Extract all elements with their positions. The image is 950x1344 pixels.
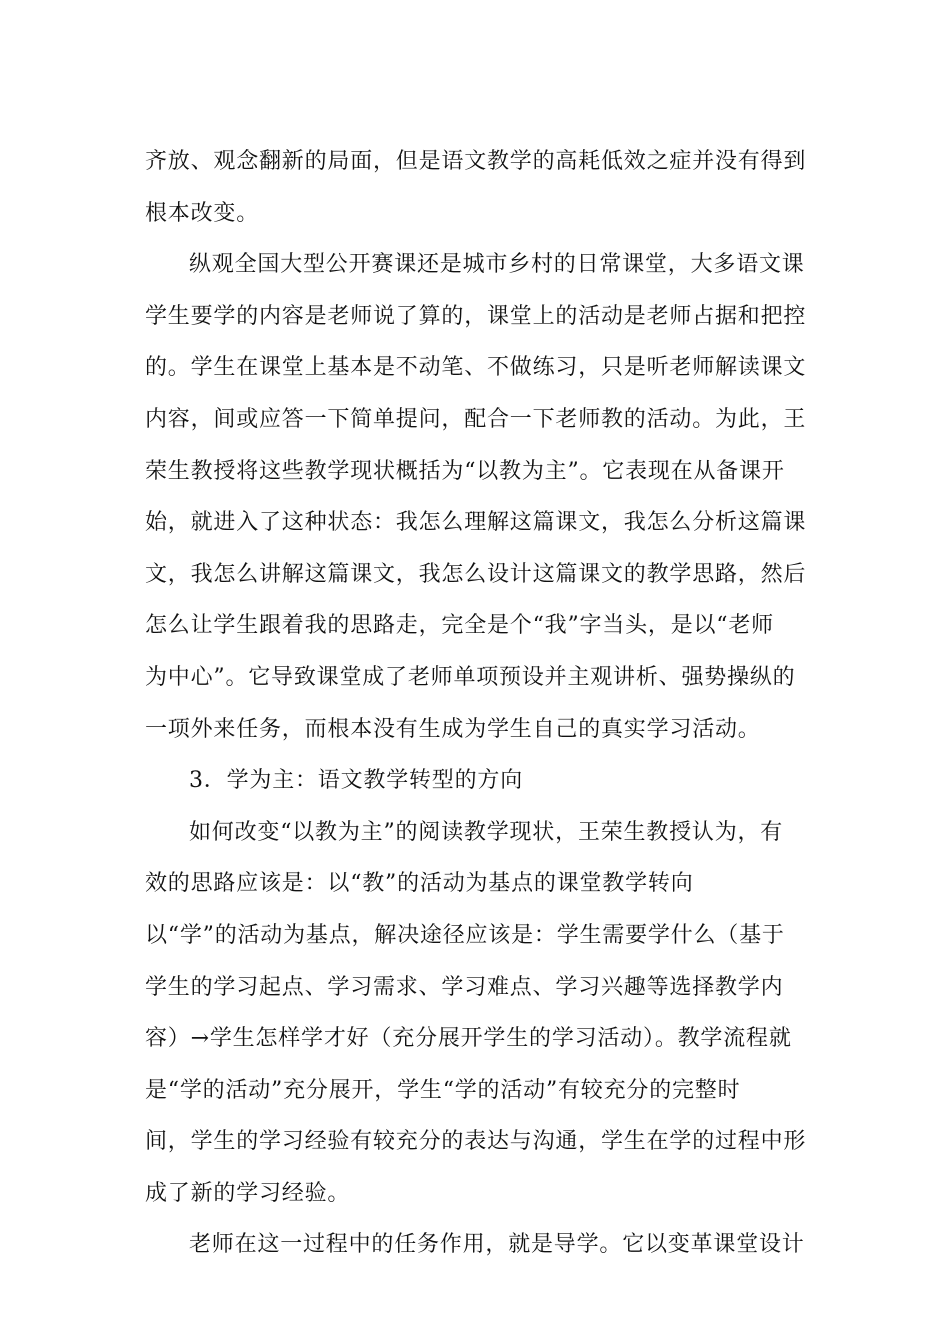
text-line: 为中心”。它导致课堂成了老师单项预设并主观讲析、强势操纵的 bbox=[145, 664, 796, 690]
text-line: 齐放、观念翻新的局面，但是语文教学的高耗低效之症并没有得到 bbox=[145, 149, 807, 174]
text-line: 始，就进入了这种状态：我怎么理解这篇课文，我怎么分析这篇课 bbox=[145, 510, 807, 536]
text-line: 根本改变。 bbox=[145, 200, 260, 226]
body-text bbox=[145, 136, 825, 1271]
text-line: 间，学生的学习经验有较充分的表达与沟通，学生在学的过程中形 bbox=[145, 1129, 807, 1155]
paragraph-start-line: 老师在这一过程中的任务作用，就是导学。它以变革课堂设计 bbox=[189, 1232, 805, 1258]
paragraph-start-line: 纵观全国大型公开赛课还是城市乡村的日常课堂，大多语文课 bbox=[189, 252, 805, 278]
text-line: 一项外来任务，而根本没有生成为学生自己的真实学习活动。 bbox=[145, 716, 761, 742]
text-line: 荣生教授将这些教学现状概括为“以教为主”。它表现在从备课开 bbox=[145, 458, 785, 484]
text-line: 容）→学生怎样学才好（充分展开学生的学习活动）。教学流程就 bbox=[145, 1026, 792, 1052]
paragraph-start-line: 如何改变“以教为主”的阅读教学现状，王荣生教授认为，有 bbox=[189, 819, 784, 845]
text-line: 成了新的学习经验。 bbox=[145, 1180, 351, 1206]
section-heading: 3．学为主：语文教学转型的方向 bbox=[189, 768, 523, 794]
text-line: 怎么让学生跟着我的思路走，完全是个“我”字当头，是以“老师 bbox=[145, 613, 774, 639]
text-line: 的。学生在课堂上基本是不动笔、不做练习，只是听老师解读课文 bbox=[145, 355, 807, 381]
text-line: 效的思路应该是：以“教”的活动为基点的课堂教学转向 bbox=[145, 871, 694, 897]
text-line: 学生要学的内容是老师说了算的，课堂上的活动是老师占据和把控 bbox=[145, 303, 807, 329]
text-line: 学生的学习起点、学习需求、学习难点、学习兴趣等选择教学内 bbox=[145, 974, 784, 1000]
text-line: 文，我怎么讲解这篇课文，我怎么设计这篇课文的教学思路，然后 bbox=[145, 561, 807, 587]
text-line: 内容，间或应答一下简单提问，配合一下老师教的活动。为此，王 bbox=[145, 406, 807, 432]
text-line: 以“学”的活动为基点，解决途径应该是：学生需要学什么（基于 bbox=[145, 922, 785, 948]
text-line: 是“学的活动”充分展开，学生“学的活动”有较充分的完整时 bbox=[145, 1077, 741, 1103]
